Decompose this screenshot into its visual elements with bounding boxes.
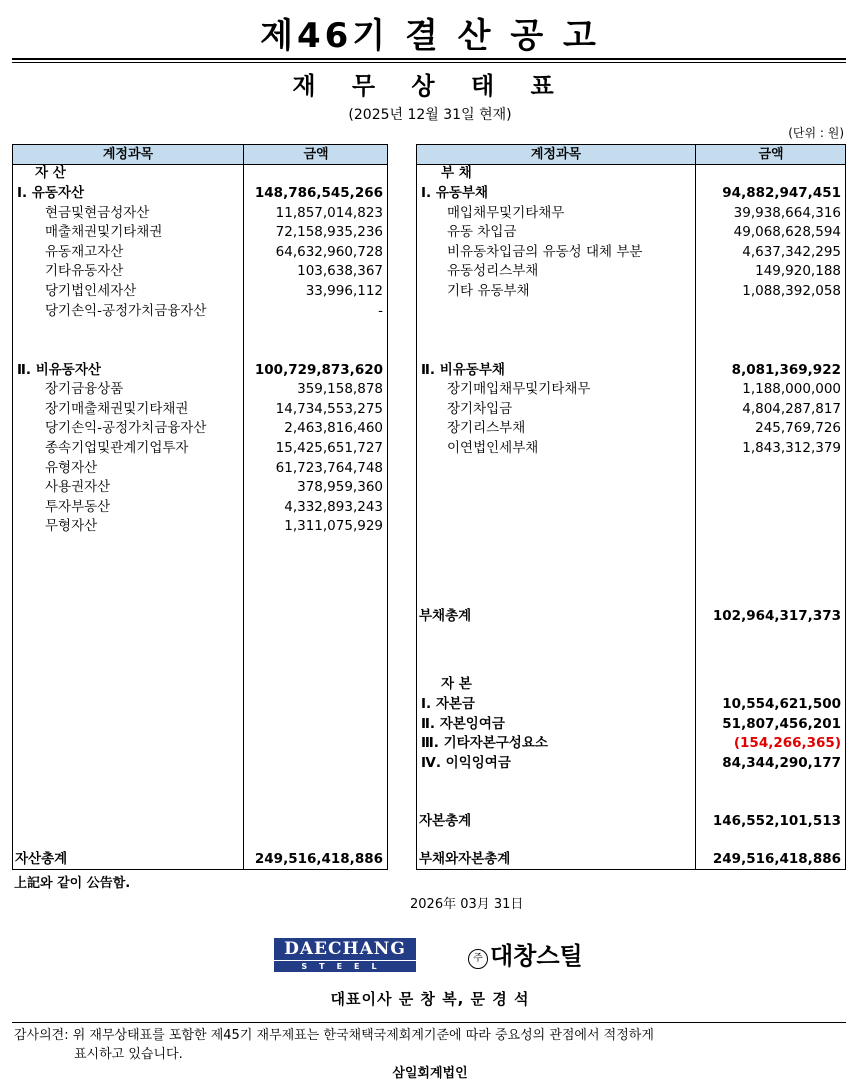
table-row — [13, 498, 387, 518]
account-label: Ⅰ. 유동자산 — [17, 185, 85, 201]
account-label: 기타 유동부채 — [447, 283, 530, 299]
account-label: Ⅱ. 자본잉여금 — [421, 715, 505, 732]
page-title: 제46기 결 산 공 고 — [260, 16, 600, 56]
account-label: 매입채무및기타채무 — [447, 204, 565, 221]
noncurrent-liabilities-row — [417, 361, 845, 381]
table-row — [417, 400, 845, 420]
amount-value: 1,843,312,379 — [742, 439, 841, 456]
amount-value: 84,344,290,177 — [722, 754, 841, 771]
account-label: Ⅱ. 비유동자산 — [17, 361, 101, 378]
amount-value: 39,938,664,316 — [733, 204, 841, 221]
logo-wordmark: DAECHANG — [274, 938, 416, 960]
equity-section-row — [417, 675, 845, 695]
amount-value: 148,786,545,266 — [254, 185, 383, 201]
account-label: 자산총계 — [15, 851, 68, 867]
account-label: 부채총계 — [419, 608, 472, 624]
equity-row-other-components — [417, 734, 845, 754]
ceo-names: 대표이사 문 창 복, 문 경 석 — [330, 990, 530, 1008]
account-label: 장기매출채권및기타채권 — [45, 400, 189, 417]
account-label: 당기법인세자산 — [45, 283, 137, 299]
amount-value: 14,734,553,275 — [275, 400, 383, 417]
statement-title: 재 무 상 태 표 — [292, 72, 568, 100]
table-row — [13, 419, 387, 439]
equity-row-retained-earnings — [417, 754, 845, 774]
amount-value: 1,188,000,000 — [742, 381, 841, 398]
table-row — [417, 380, 845, 400]
public-notice-note: 上記와 같이 公告함. — [14, 876, 131, 891]
amount-value: 149,920,188 — [755, 263, 841, 280]
table-row — [13, 459, 387, 479]
audit-opinion-line-2: 표시하고 있습니다. — [74, 1047, 183, 1062]
account-label: 장기금융상품 — [45, 381, 124, 398]
assets-panel — [12, 144, 388, 870]
title-rule-thin — [12, 62, 846, 63]
table-row — [417, 262, 845, 282]
amount-value: 72,158,935,236 — [275, 224, 383, 241]
amount-value: 245,769,726 — [755, 420, 841, 437]
grand-total-row — [417, 850, 845, 870]
amount-value: 11,857,014,823 — [275, 204, 383, 221]
audit-opinion-line-1: 감사의견: 위 재무상태표를 포함한 제45기 재무제표는 한국채택국제회계기준에 따라 중요성의 관점에서 적정하게 — [14, 1028, 654, 1043]
account-label: Ⅰ. 유동부채 — [421, 185, 489, 201]
account-column-header: 계정과목 — [530, 147, 582, 162]
amount-value: 4,637,342,295 — [742, 243, 841, 260]
amount-value: 378,959,360 — [297, 479, 383, 496]
amount-value: 249,516,418,886 — [712, 851, 841, 867]
table-row — [13, 302, 387, 322]
account-label: 유형자산 — [45, 459, 98, 476]
table-row — [13, 243, 387, 263]
equity-row-surplus — [417, 715, 845, 735]
account-label: 투자부동산 — [45, 498, 111, 515]
table-row — [13, 439, 387, 459]
amount-value: 10,554,621,500 — [722, 696, 841, 712]
amount-column-header: 금액 — [758, 147, 784, 162]
account-column-header: 계정과목 — [102, 147, 154, 162]
liabilities-header-row — [417, 145, 845, 165]
negative-amount-value: (154,266,365) — [733, 735, 841, 752]
table-row — [417, 243, 845, 263]
assets-section-row — [13, 164, 387, 184]
account-label: 유동 차입금 — [447, 224, 517, 241]
company-name — [468, 936, 583, 971]
account-label: 장기매입채무및기타채무 — [447, 381, 591, 398]
company-logo — [274, 938, 416, 972]
amount-value: 94,882,947,451 — [722, 185, 841, 201]
notice-date: 2026年 03月 31日 — [410, 897, 524, 912]
account-label: Ⅱ. 비유동부채 — [421, 361, 505, 378]
account-label: 종속기업및관계기업투자 — [45, 439, 189, 456]
table-row — [417, 204, 845, 224]
total-equity-row — [417, 812, 845, 832]
section-label: 자 본 — [441, 676, 472, 692]
account-label: 이연법인세부채 — [447, 439, 539, 456]
table-row — [417, 282, 845, 302]
unit-note: (단위 : 원) — [788, 126, 844, 140]
amount-value: 4,332,893,243 — [284, 498, 383, 515]
account-label: 비유동차입금의 유동성 대체 부분 — [447, 243, 643, 260]
amount-value: 249,516,418,886 — [254, 851, 383, 867]
table-row — [13, 223, 387, 243]
current-liabilities-row — [417, 184, 845, 204]
table-row — [417, 419, 845, 439]
account-label: Ⅰ. 자본금 — [421, 696, 475, 712]
table-row — [417, 439, 845, 459]
auditor-name: 삼일회계법인 — [392, 1066, 468, 1081]
account-label: 무형자산 — [45, 518, 98, 535]
amount-value: 102,964,317,373 — [712, 608, 841, 624]
table-row — [13, 517, 387, 537]
table-row — [13, 282, 387, 302]
account-label: 부채와자본총계 — [419, 851, 511, 867]
amount-column-header: 금액 — [303, 147, 329, 162]
amount-value: 15,425,651,727 — [275, 439, 383, 456]
table-row — [13, 400, 387, 420]
noncurrent-assets-row — [13, 361, 387, 381]
equity-row-capital — [417, 695, 845, 715]
account-label: 당기손익-공정가치금융자산 — [45, 420, 207, 437]
total-assets-row — [13, 850, 387, 870]
current-assets-row — [13, 184, 387, 204]
amount-value: - — [378, 302, 383, 319]
amount-value: 8,081,369,922 — [731, 361, 841, 378]
account-label: 자본총계 — [419, 813, 472, 829]
company-name-text: 대창스틸 — [490, 942, 583, 970]
logo-subtext: STEEL — [274, 961, 416, 972]
account-label: 장기차입금 — [447, 400, 513, 417]
table-row — [13, 204, 387, 224]
amount-value: 4,804,287,817 — [742, 400, 841, 417]
amount-value: 33,996,112 — [305, 283, 383, 299]
liabilities-section-row — [417, 164, 845, 184]
title-rule-thick — [12, 58, 846, 60]
amount-value: 1,088,392,058 — [742, 283, 841, 299]
account-label: Ⅳ. 이익잉여금 — [421, 754, 511, 771]
amount-value: 100,729,873,620 — [254, 361, 383, 378]
table-row — [13, 262, 387, 282]
amount-value: 146,552,101,513 — [712, 813, 841, 829]
section-label: 부 채 — [441, 165, 472, 181]
assets-header-row — [13, 145, 387, 165]
account-label: 기타유동자산 — [45, 263, 124, 280]
account-label: 유동성리스부채 — [447, 263, 539, 280]
corporation-mark-icon: 주 — [468, 949, 488, 969]
account-label: 현금및현금성자산 — [45, 204, 150, 221]
table-row — [13, 380, 387, 400]
account-label: Ⅲ. 기타자본구성요소 — [421, 735, 548, 752]
account-label: 유동재고자산 — [45, 243, 124, 260]
amount-value: 49,068,628,594 — [733, 224, 841, 241]
account-label: 사용권자산 — [45, 479, 111, 496]
account-label: 당기손익-공정가치금융자산 — [45, 302, 207, 319]
table-row — [13, 478, 387, 498]
amount-value: 359,158,878 — [297, 381, 383, 398]
account-label: 장기리스부채 — [447, 420, 526, 437]
amount-value: 103,638,367 — [297, 263, 383, 280]
amount-value: 2,463,816,460 — [284, 420, 383, 437]
as-of-date: (2025년 12월 31일 현재) — [348, 107, 512, 123]
total-liabilities-row — [417, 607, 845, 627]
amount-value: 1,311,075,929 — [284, 518, 383, 535]
footer-rule — [12, 1022, 846, 1023]
amount-value: 61,723,764,748 — [275, 459, 383, 476]
amount-value: 64,632,960,728 — [275, 243, 383, 260]
account-label: 매출채권및기타채권 — [45, 224, 163, 241]
table-row — [417, 223, 845, 243]
section-label: 자 산 — [35, 165, 66, 181]
liabilities-equity-panel — [416, 144, 846, 870]
amount-value: 51,807,456,201 — [722, 715, 841, 732]
